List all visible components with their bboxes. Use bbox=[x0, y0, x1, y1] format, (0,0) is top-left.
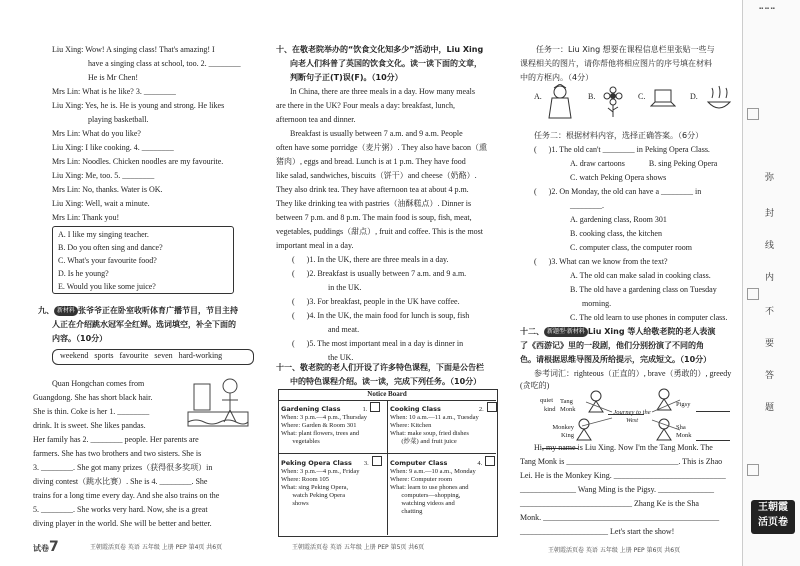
mc-option: A. draw cartoons B. sing Peking Opera bbox=[570, 159, 718, 168]
passage-line: Her family has 2. ________ people. Her parents are bbox=[33, 435, 199, 444]
footer-page-number: 7 bbox=[49, 539, 59, 555]
passage-line: Breakfast is usually between 7 a.m. and 9 a.m. People bbox=[290, 129, 463, 138]
peking-opera-class-cell bbox=[281, 456, 382, 508]
passage-line: 猪肉）, eggs and bread. Lunch is at 1 p.m. They have food bbox=[276, 157, 466, 166]
cell-number: 3. bbox=[363, 460, 369, 467]
dialogue-line: Liu Xing: I like cooking. 4. ________ bbox=[52, 143, 174, 152]
cell-line: When: 10 a.m.—11 a.m., Tuesday bbox=[390, 414, 479, 421]
dialogue-line: Liu Xing: Well, wait a minute. bbox=[52, 199, 150, 208]
answer-box[interactable] bbox=[370, 402, 380, 412]
seal-char: 要 bbox=[765, 339, 775, 349]
judgement-item[interactable]: ( )2. Breakfast is usually between 7 a.m. and 9 a.m. bbox=[292, 269, 467, 278]
mc-option: B. cooking class, the kitchen bbox=[570, 229, 662, 238]
answer-box[interactable] bbox=[485, 456, 495, 466]
dialogue-line: Mrs Lin: What do you like? bbox=[52, 129, 141, 138]
word-bank: weekend sports favourite seven hard-working bbox=[60, 351, 223, 360]
option: A. I like my singing teacher. bbox=[58, 230, 149, 239]
passage-line: often have some porridge（麦片粥）. They also have bacon（熏 bbox=[276, 143, 488, 152]
mc-question-cont: ________. bbox=[570, 201, 604, 210]
cell-line: watch Peking Opera bbox=[281, 492, 346, 499]
mc-option: B. The old have a gardening class on Tuesday bbox=[570, 285, 717, 294]
mc-question[interactable]: ( )1. The old can't ________ in Peking Opera Class. bbox=[534, 145, 710, 154]
answer-box[interactable] bbox=[372, 456, 382, 466]
q11-title: 十一、敬老院的老人们开设了许多特色课程，下面是公告栏 bbox=[276, 363, 484, 372]
cell-line: What: learn to use phones and bbox=[390, 484, 469, 491]
passage-line: They like drinking tea with pastries（油酥糕点）. Dinner is bbox=[276, 199, 472, 208]
passage-line: afternoon tea and dinner. bbox=[276, 115, 356, 124]
footer-text: 王朝霞活页卷 英语 五年级 上册 PEP 第4页 共6页 bbox=[90, 544, 223, 551]
pic-label-c: C. bbox=[638, 92, 646, 101]
passage-line: She is thin. Coke is her 1. ________ bbox=[33, 407, 150, 416]
chef-cooking-icon bbox=[702, 84, 736, 114]
new-type-tag: 新题型·新材料 bbox=[544, 327, 588, 337]
page-6-column bbox=[512, 0, 742, 566]
margin-marks: ▪▪ ▪▪ ▪▪ bbox=[759, 6, 775, 12]
map-label: Tang Monk bbox=[560, 398, 576, 413]
map-label: kind bbox=[544, 406, 556, 413]
passage-line: diving contest（跳水比赛）. She is 4. ________. She bbox=[33, 477, 208, 486]
passage-line: vegetables, puddings（甜点）, fruit and coffee. This is the most bbox=[276, 227, 484, 236]
flower-icon bbox=[600, 86, 626, 118]
gardening-class-cell bbox=[281, 402, 380, 446]
q9-title: 内容。（10分） bbox=[52, 334, 108, 343]
page-4-column bbox=[0, 0, 265, 566]
option: D. Is he young? bbox=[58, 269, 109, 278]
mc-question[interactable]: ( )3. What can we know from the text? bbox=[534, 257, 668, 266]
cell-line: What: plant flowers, trees and bbox=[281, 430, 360, 437]
mc-option: C. computer class, the computer room bbox=[570, 243, 692, 252]
passage-line: between 7 p.m. and 8 p.m. The main food is soup, fish, meat, bbox=[276, 213, 472, 222]
q9-title: 张爷爷正在卧室收听体育广播节目，节目主持 bbox=[78, 306, 239, 315]
cell-line: chatting bbox=[390, 508, 423, 515]
q9-title: 人正在介绍跳水冠军全红婵。选词填空，补全下面的 bbox=[52, 320, 236, 329]
passage-line: like salad, sandwiches, biscuits（饼干）and cheese（奶酪）. bbox=[276, 171, 477, 180]
cell-line: (炒菜) and fruit juice bbox=[390, 438, 457, 445]
binding-margin bbox=[742, 0, 800, 566]
pic-label-a: A. bbox=[534, 92, 542, 101]
map-center: Journey to the West bbox=[613, 409, 651, 424]
pic-label-b: B. bbox=[588, 92, 596, 101]
essay-line[interactable]: Monk. ____________________________________________ bbox=[520, 513, 720, 522]
mc-question[interactable]: ( )2. On Monday, the old can have a ________ in bbox=[534, 187, 702, 196]
footer-text: 王朝霞活页卷 英语 五年级 上册 PEP 第6页 共6页 bbox=[548, 547, 681, 554]
cell-line: When: 3 p.m.—4 p.m., Friday bbox=[281, 468, 360, 475]
dialogue-line: Mrs Lin: No, thanks. Water is OK. bbox=[52, 185, 163, 194]
mc-option: A. gardening class, Room 301 bbox=[570, 215, 667, 224]
option: B. Do you often sing and dance? bbox=[58, 243, 163, 252]
map-label: Monkey King bbox=[552, 424, 574, 439]
q12-title: 色。请根据思维导图及所给提示，完成短文。（10分） bbox=[520, 355, 712, 364]
cell-line: vegetables bbox=[281, 438, 320, 445]
q12-number: 十二、 bbox=[520, 327, 544, 336]
passage-line: farmers. She has two brothers and two sisters. She is bbox=[33, 449, 202, 458]
judgement-item[interactable]: ( )1. In the UK, there are three meals in a day. bbox=[292, 255, 449, 264]
cell-number: 1. bbox=[362, 406, 368, 413]
passage-line: diving player in the world. She will be better and better. bbox=[33, 519, 212, 528]
essay-line: Hi, my name is Liu Xing. Now I'm the Tang Monk. The bbox=[534, 443, 713, 452]
cell-line: Where: Kitchen bbox=[390, 422, 432, 429]
notice-board-title: Notice Board bbox=[278, 389, 496, 401]
notice-divider bbox=[278, 453, 496, 454]
essay-line[interactable]: Lei. He is the Monkey King. ____________________________ bbox=[520, 471, 726, 480]
notice-divider bbox=[387, 400, 388, 535]
cell-line: When: 9 a.m.—10 a.m., Monday bbox=[390, 468, 476, 475]
q12-heading bbox=[520, 327, 715, 337]
dialogue-line: Liu Xing: Wow! A singing class! That's amazing! I bbox=[52, 45, 215, 54]
dialogue-line: Liu Xing: Yes, he is. He is young and strong. He likes bbox=[52, 101, 225, 110]
dialogue-line: Mrs Lin: Thank you! bbox=[52, 213, 120, 222]
mc-option: A. The old can make salad in cooking class. bbox=[570, 271, 711, 280]
footer-text: 王朝霞活页卷 英语 五年级 上册 PEP 第5页 共6页 bbox=[292, 544, 425, 551]
map-label: quiet bbox=[540, 397, 553, 404]
dialogue-line: have a singing class at school, too. 2. ________ bbox=[88, 59, 241, 68]
option: E. Would you like some juice? bbox=[58, 282, 156, 291]
passage-line: Quan Hongchan comes from bbox=[52, 379, 145, 388]
brand-line: 王朝霞 bbox=[758, 502, 788, 513]
cell-line: watching videos and bbox=[390, 500, 455, 507]
vocab-hint: 参考词汇：righteous（正直的）, brave（勇敢的）, greedy bbox=[534, 369, 732, 378]
essay-line[interactable]: Tang Monk is ____________________________. This is Zhao bbox=[520, 457, 723, 466]
q10-title: 十、在敬老院举办的“饮食文化知多少”活动中，Liu Xing bbox=[276, 45, 484, 54]
dialogue-line: Liu Xing: Me, too. 5. ________ bbox=[52, 171, 155, 180]
passage-line: In China, there are three meals in a day. How many meals bbox=[290, 87, 475, 96]
cell-line: computers—shopping, bbox=[390, 492, 461, 499]
cell-line: Where: Computer room bbox=[390, 476, 453, 483]
seal-char: 题 bbox=[765, 403, 775, 413]
judgement-item[interactable]: ( )3. For breakfast, people in the UK have coffee. bbox=[292, 297, 460, 306]
judgement-item-cont: the UK. bbox=[328, 353, 354, 362]
brand-logo bbox=[751, 500, 795, 534]
passage-line: They also drink tea. They have afternoon tea at about 4 p.m. bbox=[276, 185, 469, 194]
answer-box[interactable] bbox=[487, 402, 497, 412]
mc-option-cont: morning. bbox=[582, 299, 612, 308]
new-material-tag: 新材料 bbox=[54, 306, 78, 316]
diver-listening-icon bbox=[186, 372, 256, 430]
dialogue-line: Mrs Lin: Noodles. Chicken noodles are my favourite. bbox=[52, 157, 224, 166]
cell-number: 2. bbox=[478, 406, 484, 413]
cell-line: What: sing Peking Opera, bbox=[281, 484, 349, 491]
cell-line: When: 3 p.m.—4 p.m., Thursday bbox=[281, 414, 367, 421]
seal-char: 线 bbox=[765, 241, 775, 251]
q9-number: 九、 bbox=[38, 306, 54, 315]
map-label: Pigsy bbox=[676, 401, 691, 408]
q12-title: 了《西游记》里的一段剧，他们分别扮演了不同的角 bbox=[520, 341, 704, 350]
cell-title: Cooking Class bbox=[390, 405, 441, 413]
q10-title: 向老人们科普了英国的饮食文化。读一读下面的文章， bbox=[290, 59, 482, 68]
map-label: Sha Monk bbox=[676, 424, 692, 439]
passage-line: 3. ________. She got many prizes（获得很多奖项）in bbox=[33, 463, 213, 472]
binding-hole bbox=[747, 288, 759, 300]
pic-label-d: D. bbox=[690, 92, 698, 101]
option: C. What's your favourite food? bbox=[58, 256, 157, 265]
dialogue-line: playing basketball. bbox=[88, 115, 149, 124]
task1-title: 中的方框内。（4分） bbox=[520, 73, 594, 82]
passage-line: 5. ________. She works very hard. Now, she is a great bbox=[33, 505, 208, 514]
q9-heading bbox=[38, 306, 238, 316]
passage-line: are there in the UK? Four meals a day: breakfast, lunch, bbox=[276, 101, 456, 110]
footer-label-text: 试卷 bbox=[33, 544, 49, 553]
seal-char: 弥 bbox=[765, 173, 775, 183]
cooking-class-cell bbox=[390, 402, 497, 446]
cell-line: shows bbox=[281, 500, 309, 507]
task1-title: 任务一：Liu Xing 想要在课程信息栏里张贴一些与 bbox=[536, 45, 715, 54]
seal-char: 内 bbox=[765, 273, 775, 283]
seal-char: 答 bbox=[765, 371, 775, 381]
binding-hole bbox=[747, 108, 759, 120]
task1-title: 课程相关的图片，请你帮他将相应图片的序号填在材料 bbox=[520, 59, 712, 68]
seal-char: 不 bbox=[765, 307, 775, 317]
q11-title: 中的特色课程介绍。读一读，完成下列任务。（10分） bbox=[290, 377, 482, 386]
passage-line: drink. It is sweet. She likes pandas. bbox=[33, 421, 146, 430]
essay-line[interactable]: ______________________ Let's start the show! bbox=[520, 527, 675, 536]
essay-line[interactable]: ______________ Wang Ming is the Pigsy. ______________ bbox=[520, 485, 715, 494]
cell-line: Where: Room 105 bbox=[281, 476, 330, 483]
cell-line: What: make soup, fried dishes bbox=[390, 430, 469, 437]
footer-label bbox=[33, 539, 59, 555]
q10-title: 判断句子正(T)误(F)。（10分） bbox=[290, 73, 403, 82]
mc-option: C. watch Peking Opera shows bbox=[570, 173, 667, 182]
cell-line: Where: Garden & Room 301 bbox=[281, 422, 357, 429]
laptop-icon bbox=[650, 88, 676, 110]
dialogue-line: He is Mr Chen! bbox=[88, 73, 138, 82]
cell-title: Gardening Class bbox=[281, 405, 341, 413]
passage-line: trains for a long time every day. And she also trains on the bbox=[33, 491, 220, 500]
passage-line: Guangdong. She has short black hair. bbox=[33, 393, 153, 402]
dialogue-line: Mrs Lin: What is he like? 3. ________ bbox=[52, 87, 176, 96]
vocab-hint: (贪吃的) bbox=[520, 381, 550, 390]
judgement-item[interactable]: ( )4. In the UK, the main food for lunch is soup, fish bbox=[292, 311, 470, 320]
q12-title: Liu Xing 等人给敬老院的老人表演 bbox=[587, 327, 716, 336]
mc-option: C. The old learn to use phones in computer class. bbox=[570, 313, 728, 322]
judgement-item-cont: and meat. bbox=[328, 325, 360, 334]
opera-performer-icon bbox=[546, 84, 574, 120]
cell-title: Peking Opera Class bbox=[281, 459, 352, 467]
passage-line: important meal in a day. bbox=[276, 241, 354, 250]
cell-number: 4. bbox=[477, 460, 483, 467]
brand-line: 活页卷 bbox=[758, 517, 788, 528]
cell-title: Computer Class bbox=[390, 459, 448, 467]
task2-title: 任务二：根据材料内容，选择正确答案。（6分） bbox=[534, 131, 704, 140]
binding-hole bbox=[747, 464, 759, 476]
essay-line[interactable]: ____________________________ Zhang Ke is the Sha bbox=[520, 499, 699, 508]
judgement-item[interactable]: ( )5. The most important meal in a day is dinner in bbox=[292, 339, 464, 348]
judgement-item-cont: in the UK. bbox=[328, 283, 362, 292]
seal-char: 封 bbox=[765, 209, 775, 219]
computer-class-cell bbox=[390, 456, 495, 516]
page-5-column bbox=[272, 0, 508, 566]
mind-map-lines bbox=[542, 390, 742, 450]
